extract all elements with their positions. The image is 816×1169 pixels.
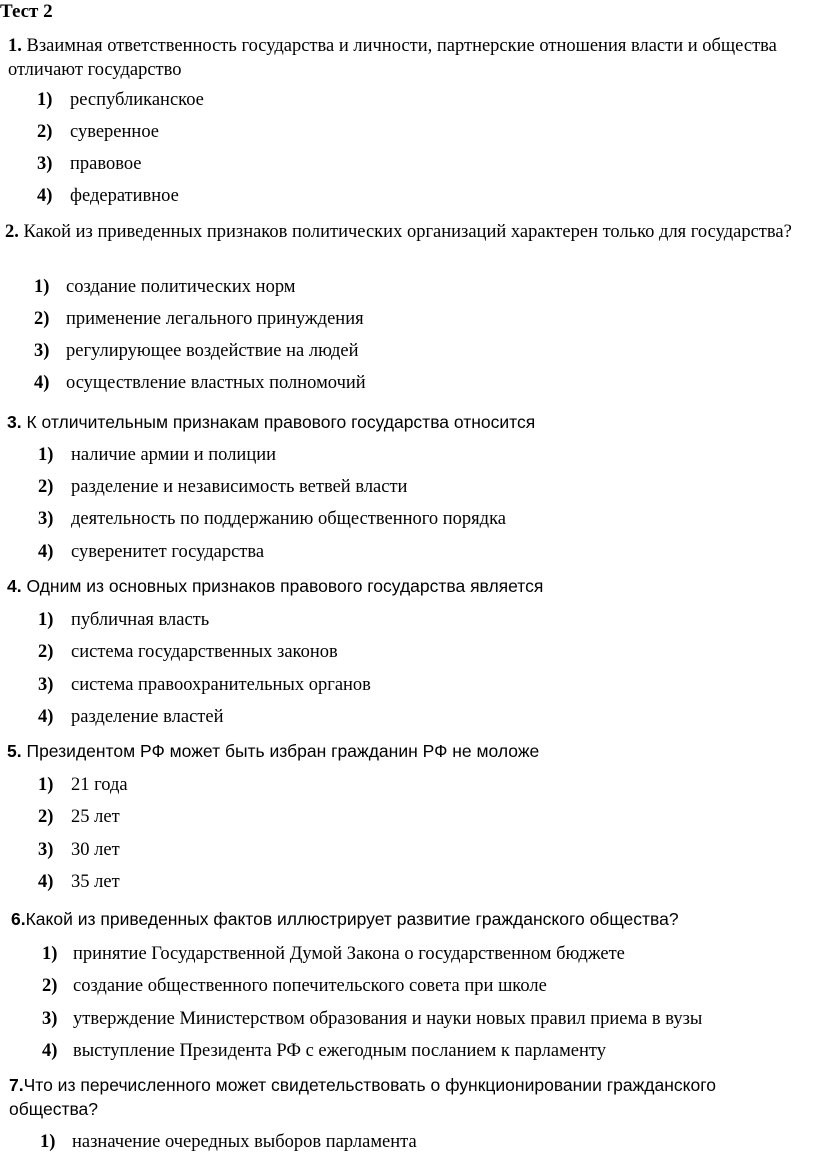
option-6-2 [42,975,547,997]
option-text: выступление Президента РФ с ежегодным посланием к парламенту [73,1041,606,1061]
option-number: 1) [38,775,54,795]
option-5-4 [38,871,120,893]
question-number: 6. [11,909,26,929]
option-text: принятие Государственной Думой Закона о государственном бюджете [73,944,625,964]
option-number: 2) [37,122,53,142]
option-5-3 [38,839,120,861]
option-text: разделение властей [71,707,224,727]
question-text: Что из перечисленного может свидетельствовать о функционировании гражданского общества? [9,1075,716,1119]
option-text: утверждение Министерством образования и науки новых правил приема в вузы [73,1009,703,1029]
question-text: Президентом РФ может быть избран гражданин РФ не моложе [26,741,540,761]
option-5-2 [38,806,120,828]
option-text: суверенное [70,122,160,142]
option-1-1 [37,89,204,111]
option-text: наличие армии и полиции [71,445,277,465]
question-1 [8,34,798,82]
option-number: 2) [38,642,54,662]
option-number: 3) [38,509,54,529]
option-4-3 [38,674,371,696]
option-number: 1) [42,944,58,964]
option-text: система правоохранительных органов [71,675,371,695]
option-number: 4) [38,872,54,892]
option-3-3 [38,508,506,530]
option-3-2 [38,476,407,498]
option-text: деятельность по поддержанию общественного порядка [71,509,506,529]
option-2-2 [34,308,364,330]
option-2-4 [34,372,366,394]
option-number: 1) [38,610,54,630]
option-number: 3) [42,1009,58,1029]
option-1-3 [37,153,142,175]
option-7-1 [40,1131,417,1153]
option-text: назначение очередных выборов парламента [72,1132,417,1152]
option-text: правовое [70,154,142,174]
option-number: 1) [40,1132,56,1152]
question-number: 1. [8,36,22,56]
option-6-4 [42,1040,606,1062]
option-text: федеративное [70,186,179,206]
option-4-4 [38,706,223,728]
option-number: 1) [37,90,53,110]
option-number: 1) [34,277,50,297]
option-number: 2) [34,309,50,329]
option-6-3 [42,1008,702,1030]
option-number: 4) [42,1041,58,1061]
question-4 [7,574,797,598]
option-number: 3) [38,675,54,695]
option-number: 3) [34,341,50,361]
option-text: создание общественного попечительского совета при школе [73,976,547,996]
question-text: Какой из приведенных фактов иллюстрирует развитие гражданского общества? [25,909,679,929]
option-4-2 [38,641,338,663]
option-number: 1) [38,445,54,465]
option-number: 4) [34,373,50,393]
option-number: 3) [38,840,54,860]
option-text: осуществление властных полномочий [66,373,366,393]
option-4-1 [38,609,209,631]
option-text: 30 лет [71,840,120,860]
option-3-1 [38,444,276,466]
option-text: публичная власть [71,610,210,630]
option-text: применение легального принуждения [66,309,364,329]
question-7 [9,1073,779,1121]
option-text: суверенитет государства [71,542,265,562]
option-text: регулирующее воздействие на людей [66,341,359,361]
option-3-4 [38,541,264,563]
option-number: 2) [38,477,54,497]
question-number: 5. [7,741,22,761]
option-1-4 [37,185,179,207]
option-number: 4) [38,707,54,727]
question-number: 7. [9,1075,24,1095]
question-6 [11,907,801,931]
question-text: Взаимная ответственность государства и личности, партнерские отношения власти и общества отличают государство [8,36,777,80]
question-text: Одним из основных признаков правового государства является [26,576,544,596]
option-5-1 [38,774,128,796]
option-text: разделение и независимость ветвей власти [71,477,408,497]
option-6-1 [42,943,625,965]
option-number: 4) [38,542,54,562]
question-text: Какой из приведенных признаков политических организаций характерен только для государства? [23,222,792,242]
option-text: создание политических норм [66,277,296,297]
option-1-2 [37,121,159,143]
question-2 [5,220,795,244]
option-number: 2) [42,976,58,996]
question-text: К отличительным признакам правового государства относится [26,412,536,432]
question-3 [7,410,797,434]
question-number: 3. [7,412,22,432]
option-number: 4) [37,186,53,206]
test-title: Тест 2 [0,1,53,22]
option-text: система государственных законов [71,642,338,662]
question-number: 2. [5,222,19,242]
option-text: 35 лет [71,872,120,892]
option-text: 21 года [71,775,128,795]
question-5 [7,739,797,763]
question-number: 4. [7,576,22,596]
option-text: 25 лет [71,807,120,827]
option-2-3 [34,340,359,362]
option-number: 2) [38,807,54,827]
option-text: республиканское [70,90,204,110]
option-number: 3) [37,154,53,174]
option-2-1 [34,276,296,298]
